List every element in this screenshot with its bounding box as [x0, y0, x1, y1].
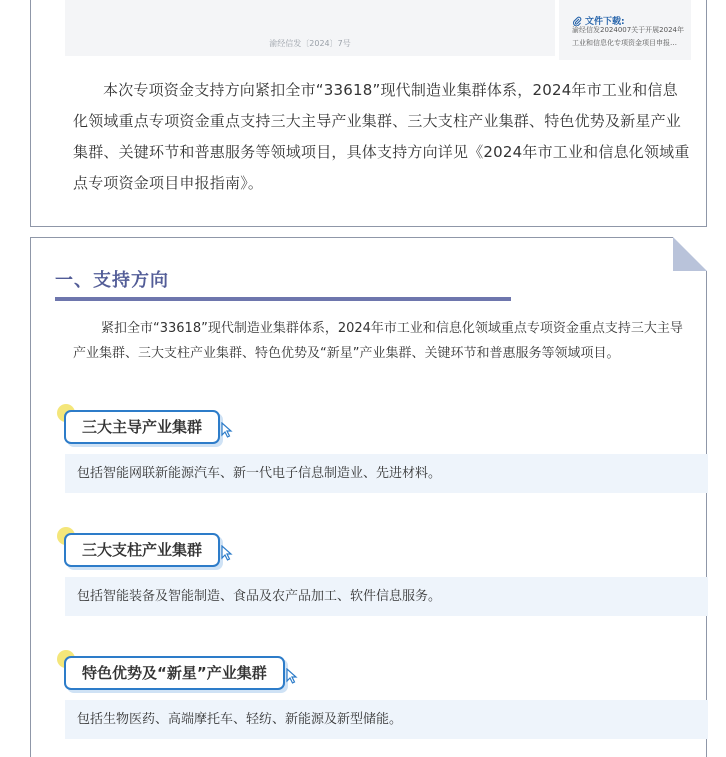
file-name-line-2: 工业和信息化专项资金项目申报… [572, 39, 677, 47]
section-underline [55, 297, 511, 301]
intro-card [30, 0, 707, 227]
section-title: 一、支持方向 [55, 270, 169, 291]
cursor-icon [220, 422, 234, 438]
file-name-line-1: 渝经信发2024007关于开展2024年 [572, 26, 684, 34]
document-preview[interactable] [65, 0, 555, 56]
intro-paragraph: 本次专项资金支持方向紧扣全市“33618”现代制造业集群体系，2024年市工业和信息化领域重点专项资金重点支持三大主导产业集群、三大支柱产业集群、特色优势及新星产业集群、关键环节和普惠服务等领域项目，具体支持方向详见《2024年市工业和信息化领域重点专项资金项目申报指南》。 [73, 81, 690, 192]
cursor-icon [220, 545, 234, 561]
download-label: 文件下载: [585, 17, 625, 27]
corner-fold [673, 237, 707, 271]
cluster-title: 三大主导产业集群 [64, 410, 220, 444]
section-body: 紧扣全市“33618”现代制造业集群体系，2024年市工业和信息化领域重点专项资金重点支持三大主导产业集群、三大支柱产业集群、特色优势及“新星”产业集群、关键环节和普惠服务等领域项目。 [73, 321, 683, 361]
document-number: 渝经信发〔2024〕7号 [269, 39, 351, 48]
cursor-icon [285, 668, 299, 684]
cluster-title: 三大支柱产业集群 [64, 533, 220, 567]
cluster-title: 特色优势及“新星”产业集群 [64, 656, 285, 690]
cluster-description: 包括智能网联新能源汽车、新一代电子信息制造业、先进材料。 [65, 454, 708, 493]
support-direction-card [30, 237, 707, 757]
cluster-description: 包括智能装备及智能制造、食品及农产品加工、软件信息服务。 [65, 577, 708, 616]
file-download-box[interactable] [559, 0, 691, 60]
download-file-link[interactable] [572, 24, 688, 50]
cluster-description: 包括生物医药、高端摩托车、轻纺、新能源及新型储能。 [65, 700, 708, 739]
